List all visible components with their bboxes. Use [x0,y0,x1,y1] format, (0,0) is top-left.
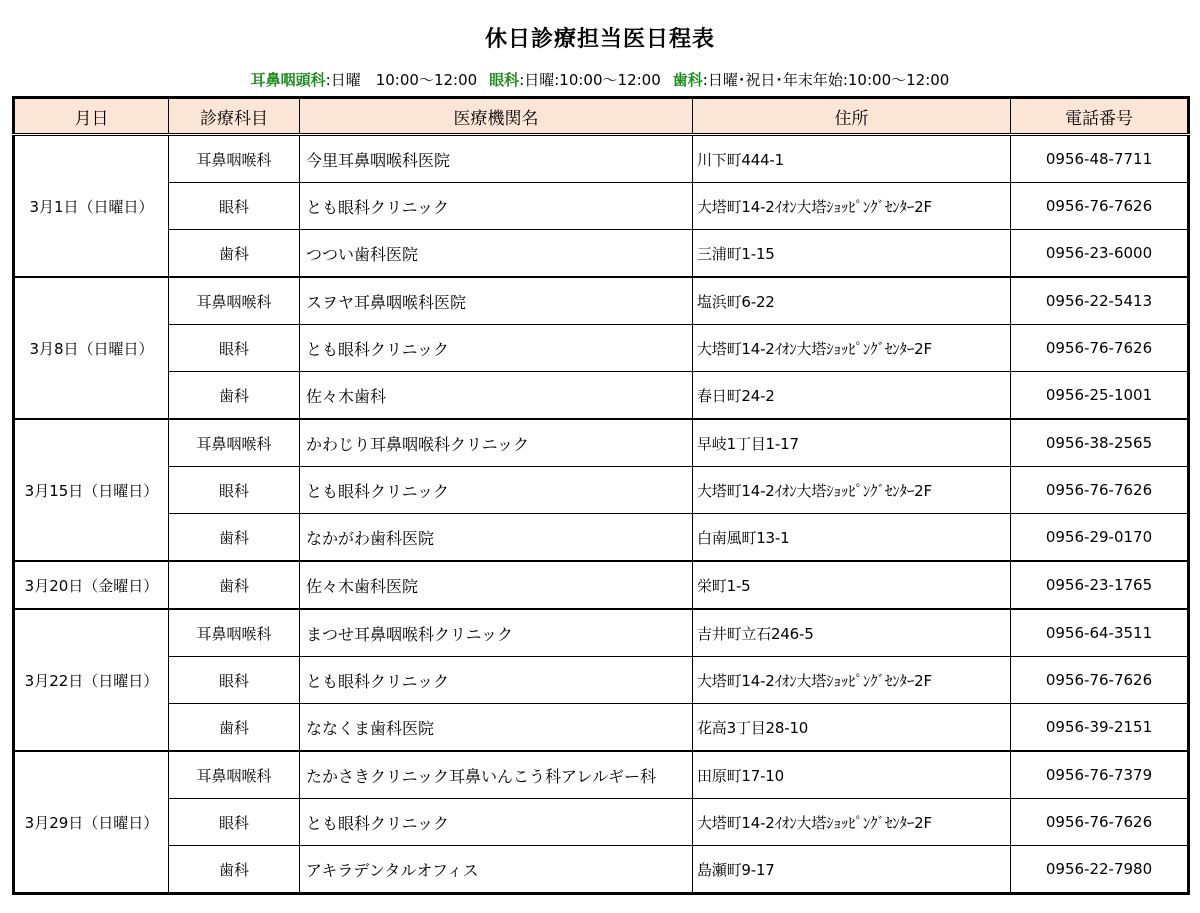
table-row [14,277,1189,325]
institution-cell: つつい歯科医院 [300,230,693,278]
institution-cell: アキラデンタルオフィス [300,846,693,894]
dept-cell: 歯科 [169,846,300,894]
dept-cell: 眼科 [169,657,300,704]
address-cell: 早岐1丁目1-17 [693,419,1011,467]
dept-cell: 眼科 [169,183,300,230]
address-cell: 大塔町14-2ｲｵﾝ大塔ｼｮｯﾋﾟﾝｸﾞｾﾝﾀｰ2F [693,799,1011,846]
institution-cell: かわじり耳鼻咽喉科クリニック [300,419,693,467]
column-header-date: 月日 [14,98,169,135]
institution-cell: とも眼科クリニック [300,183,693,230]
table-row [14,799,1189,846]
schedule-table [12,96,1190,895]
phone-cell: 0956-38-2565 [1011,419,1189,467]
address-cell: 田原町17-10 [693,751,1011,799]
date-cell: 3月29日（日曜日） [14,751,169,894]
address-cell: 花高3丁目28-10 [693,704,1011,752]
table-row [14,846,1189,894]
table-row [14,183,1189,230]
hours-dept-dental: 歯科 [672,71,703,89]
table-row [14,135,1189,183]
phone-cell: 0956-48-7711 [1011,135,1189,183]
hours-dept-eye: 眼科 [489,71,520,89]
phone-cell: 0956-76-7626 [1011,799,1189,846]
institution-cell: たかさきクリニック耳鼻いんこう科アレルギー科 [300,751,693,799]
address-cell: 川下町444-1 [693,135,1011,183]
phone-cell: 0956-22-7980 [1011,846,1189,894]
phone-cell: 0956-39-2151 [1011,704,1189,752]
table-row [14,561,1189,609]
institution-cell: 今里耳鼻咽喉科医院 [300,135,693,183]
institution-cell: とも眼科クリニック [300,799,693,846]
phone-cell: 0956-22-5413 [1011,277,1189,325]
address-cell: 大塔町14-2ｲｵﾝ大塔ｼｮｯﾋﾟﾝｸﾞｾﾝﾀｰ2F [693,467,1011,514]
dept-cell: 耳鼻咽喉科 [169,277,300,325]
institution-cell: ななくま歯科医院 [300,704,693,752]
institution-cell: 佐々木歯科 [300,372,693,420]
institution-cell: とも眼科クリニック [300,467,693,514]
table-header-row [14,98,1189,135]
column-header-address: 住所 [693,98,1011,135]
table-row [14,325,1189,372]
page-title: 休日診療担当医日程表 [484,27,715,52]
table-row [14,372,1189,420]
phone-cell: 0956-76-7626 [1011,467,1189,514]
dept-cell: 耳鼻咽喉科 [169,609,300,657]
institution-cell: スヲヤ耳鼻咽喉科医院 [300,277,693,325]
dept-cell: 歯科 [169,561,300,609]
phone-cell: 0956-76-7626 [1011,183,1189,230]
institution-cell: まつせ耳鼻咽喉科クリニック [300,609,693,657]
table-row [14,751,1189,799]
phone-cell: 0956-25-1001 [1011,372,1189,420]
hours-text-ent: :日曜 10:00〜12:00 [325,71,478,89]
hours-dept-ent: 耳鼻咽頭科 [250,71,326,89]
hours-text-dental: :日曜･祝日･年末年始:10:00〜12:00 [702,71,950,89]
date-cell: 3月8日（日曜日） [14,277,169,419]
phone-cell: 0956-29-0170 [1011,514,1189,562]
date-cell: 3月22日（日曜日） [14,609,169,751]
phone-cell: 0956-23-1765 [1011,561,1189,609]
address-cell: 大塔町14-2ｲｵﾝ大塔ｼｮｯﾋﾟﾝｸﾞｾﾝﾀｰ2F [693,657,1011,704]
table-row [14,230,1189,278]
column-header-institution: 医療機関名 [300,98,693,135]
phone-cell: 0956-76-7626 [1011,325,1189,372]
column-header-phone: 電話番号 [1011,98,1189,135]
dept-cell: 眼科 [169,799,300,846]
table-row [14,657,1189,704]
table-row [14,609,1189,657]
institution-cell: とも眼科クリニック [300,657,693,704]
phone-cell: 0956-76-7626 [1011,657,1189,704]
table-row [14,704,1189,752]
dept-cell: 眼科 [169,467,300,514]
dept-cell: 眼科 [169,325,300,372]
address-cell: 吉井町立石246-5 [693,609,1011,657]
date-cell: 3月1日（日曜日） [14,135,169,278]
dept-cell: 歯科 [169,514,300,562]
clinic-hours [0,69,1200,90]
phone-cell: 0956-64-3511 [1011,609,1189,657]
table-row [14,514,1189,562]
dept-cell: 耳鼻咽喉科 [169,751,300,799]
hours-text-eye: :日曜:10:00〜12:00 [519,71,661,89]
date-cell: 3月15日（日曜日） [14,419,169,561]
institution-cell: なかがわ歯科医院 [300,514,693,562]
address-cell: 大塔町14-2ｲｵﾝ大塔ｼｮｯﾋﾟﾝｸﾞｾﾝﾀｰ2F [693,325,1011,372]
phone-cell: 0956-23-6000 [1011,230,1189,278]
address-cell: 塩浜町6-22 [693,277,1011,325]
column-header-dept: 診療科目 [169,98,300,135]
address-cell: 三浦町1-15 [693,230,1011,278]
dept-cell: 歯科 [169,372,300,420]
institution-cell: とも眼科クリニック [300,325,693,372]
address-cell: 春日町24-2 [693,372,1011,420]
schedule-body [14,135,1189,894]
address-cell: 島瀬町9-17 [693,846,1011,894]
date-cell: 3月20日（金曜日） [14,561,169,609]
dept-cell: 耳鼻咽喉科 [169,135,300,183]
phone-cell: 0956-76-7379 [1011,751,1189,799]
address-cell: 白南風町13-1 [693,514,1011,562]
institution-cell: 佐々木歯科医院 [300,561,693,609]
address-cell: 栄町1-5 [693,561,1011,609]
address-cell: 大塔町14-2ｲｵﾝ大塔ｼｮｯﾋﾟﾝｸﾞｾﾝﾀｰ2F [693,183,1011,230]
table-row [14,419,1189,467]
dept-cell: 歯科 [169,230,300,278]
dept-cell: 歯科 [169,704,300,752]
table-row [14,467,1189,514]
dept-cell: 耳鼻咽喉科 [169,419,300,467]
